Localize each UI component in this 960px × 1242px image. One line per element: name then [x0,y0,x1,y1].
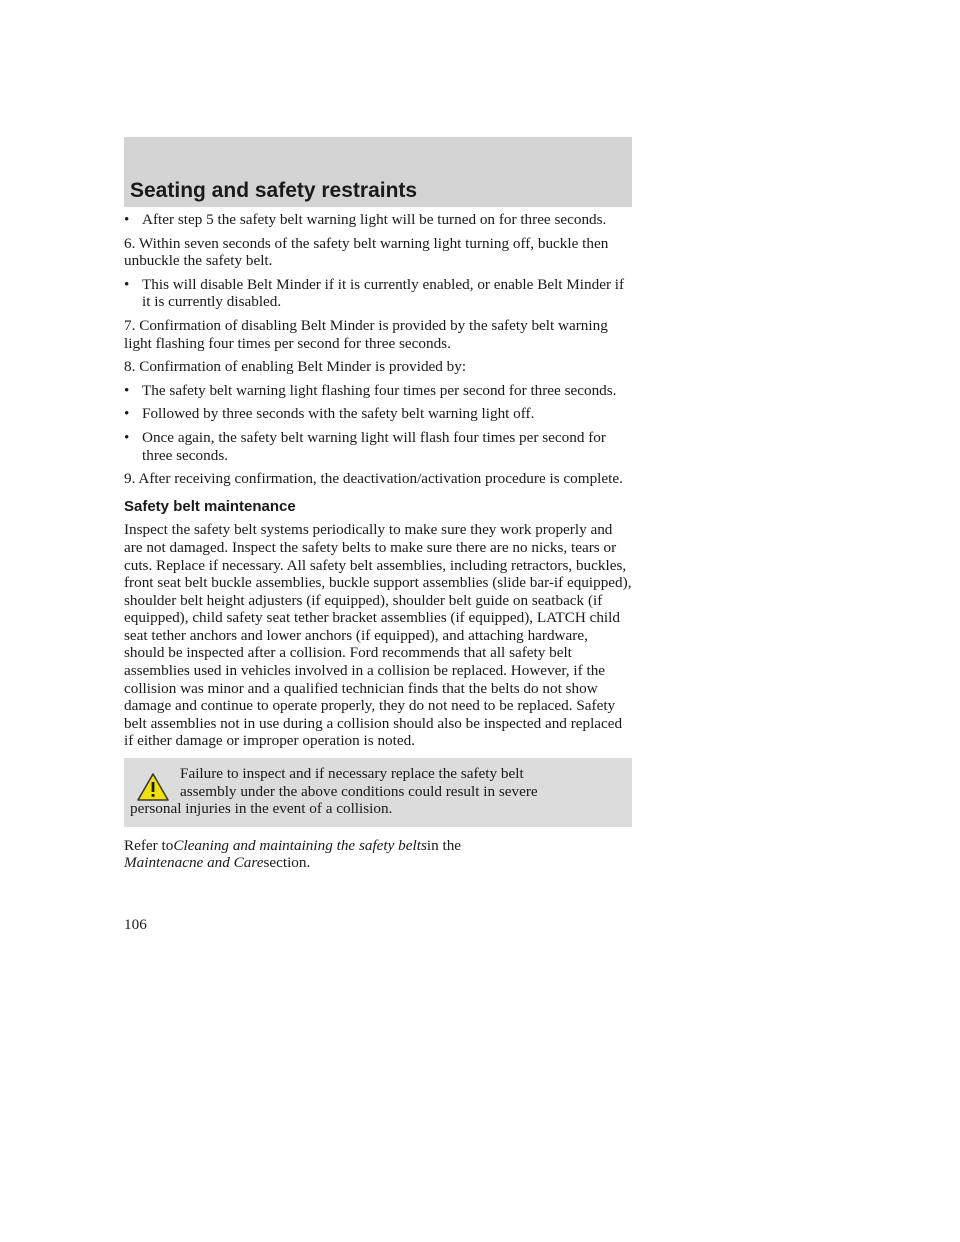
refer-prefix: Refer to [124,836,174,854]
warning-line-2: assembly under the above conditions could result in severe [180,782,538,800]
maintenance-body: Inspect the safety belt systems periodically to make sure they work properly and are not damaged. Inspect the safety belts to make sure there are no nicks, tears or cuts. Replace if necessary. All safety belt assemblies, including retractors, buckles, front seat belt buckle assemblies, buckle support assemblies (slide bar-if equipped), shoulder belt height adjusters (if equipped), shoulder belt guide on seatback (if equipped), child safety seat tether bracket assemblies (if equipped), LATCH child seat tether anchors and lower anchors (if equipped), and attaching hardware, should be inspected after a collision. Ford recommends that all safety belt assemblies used in vehicles involved in a collision be replaced. However, if the collision was minor and a qualified technician finds that the belts do not show damage and continue to operate properly, they do not need to be replaced. Safety belt assemblies not in use during a collision should also be inspected and replaced if either damage or improper operation is noted. [124,521,632,750]
bullet-item [124,405,632,423]
bullet-dot: • [124,275,130,293]
section-title: Seating and safety restraints [130,179,418,202]
page-content [124,211,632,878]
section-header-band [124,137,632,207]
refer-suffix: section. [263,854,311,872]
warning-box [124,758,632,827]
warning-line-1: Failure to inspect and if necessary replace the safety belt [180,765,524,783]
bullet-text: After step 5 the safety belt warning light will be turned on for three seconds. [142,211,607,228]
bullet-text: Once again, the safety belt warning light will flash four times per second for three seconds. [142,428,606,464]
bullet-item [124,429,632,464]
step-7: 7. Confirmation of disabling Belt Minder is provided by the safety belt warning light flashing four times per second for three seconds. [124,316,608,352]
step-8: 8. Confirmation of enabling Belt Minder is provided by: [124,358,467,376]
refer-paragraph [124,837,632,872]
step-9: 9. After receiving confirmation, the deactivation/activation procedure is complete. [124,470,623,488]
bullet-text: The safety belt warning light flashing four times per second for three seconds. [142,381,617,399]
step-6: 6. Within seven seconds of the safety belt warning light turning off, buckle then unbuckle the safety belt. [124,234,609,270]
bullet-dot: • [124,381,130,399]
warning-line-3: personal injuries in the event of a collision. [130,800,393,818]
refer-link-cleaning: Cleaning and maintaining the safety belts [173,836,427,854]
warning-triangle-icon [136,772,170,802]
bullet-item [124,382,632,400]
maintenance-heading: Safety belt maintenance [124,497,296,515]
page-number: 106 [124,916,147,933]
bullet-text: Followed by three seconds with the safety belt warning light off. [142,405,535,423]
bullet-dot: • [124,211,130,228]
bullet-item [124,211,632,229]
refer-middle: in the [426,836,462,854]
bullet-dot: • [124,428,130,446]
refer-link-maintenance: Maintenacne and Care [124,854,264,872]
bullet-item [124,276,632,311]
bullet-dot: • [124,405,130,423]
bullet-text: This will disable Belt Minder if it is currently enabled, or enable Belt Minder if it is currently disabled. [142,275,625,311]
